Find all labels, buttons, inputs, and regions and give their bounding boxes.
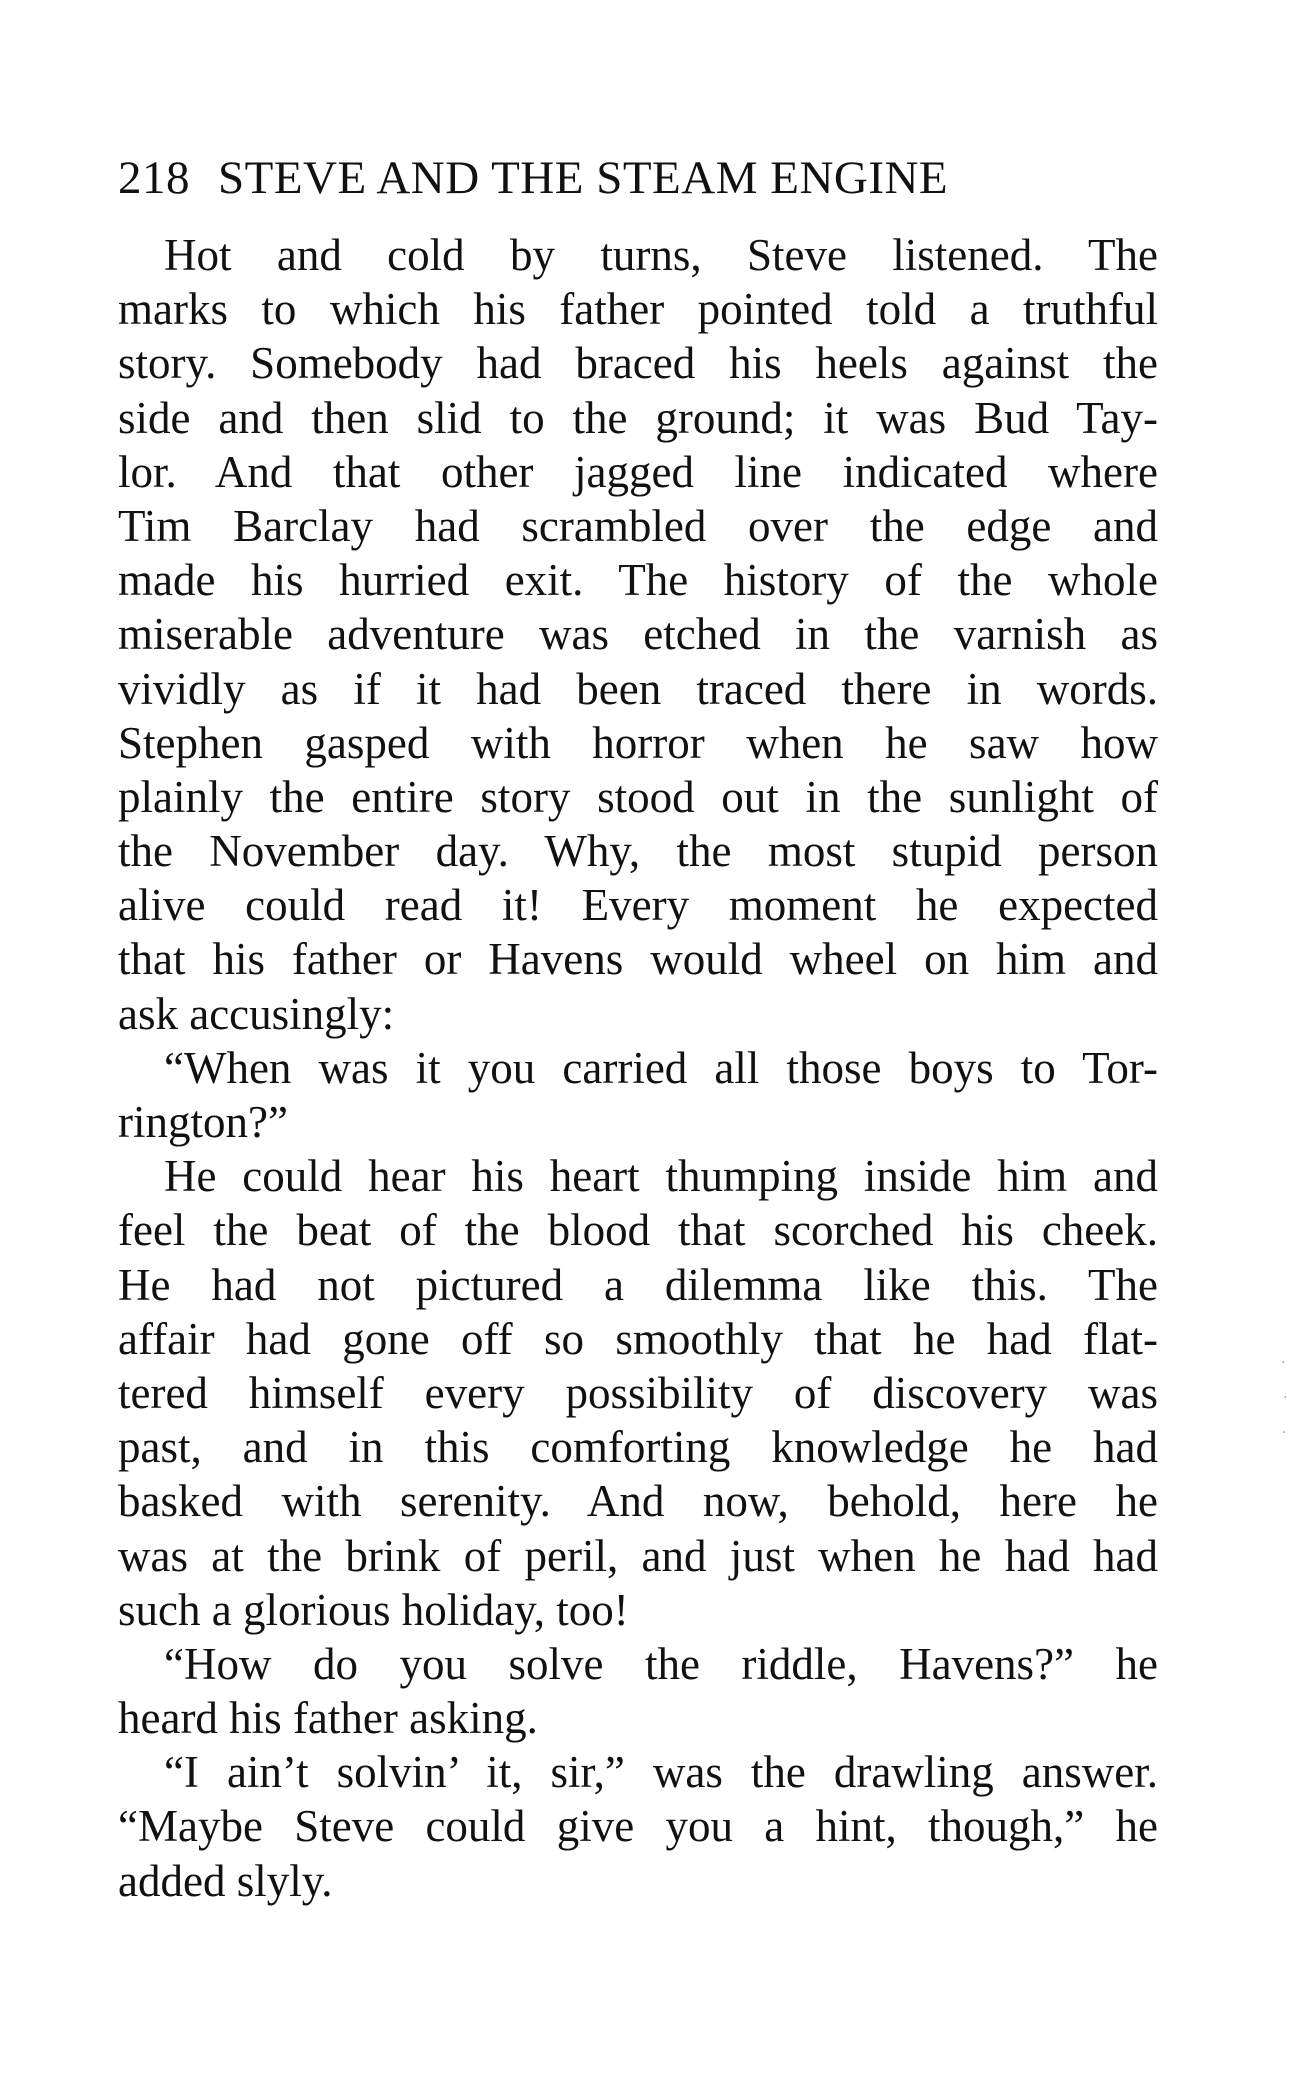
- text-line: marks to which his father pointed told a truthful: [118, 284, 1158, 335]
- text-line: Stephen gasped with horror when he saw how: [118, 717, 1158, 768]
- text-line: He could hear his heart thumping inside him and: [164, 1151, 1158, 1202]
- text-line: added slyly.: [118, 1855, 333, 1906]
- running-head-title: STEVE AND THE STEAM ENGINE: [218, 152, 949, 204]
- text-line: tered himself every possibility of discovery was: [118, 1367, 1158, 1418]
- text-line: the November day. Why, the most stupid person: [118, 826, 1158, 877]
- text-line: feel the beat of the blood that scorched his cheek.: [118, 1205, 1158, 1256]
- margin-speck: ·: [1281, 1355, 1286, 1371]
- text-line: plainly the entire story stood out in the sunlight of: [118, 771, 1158, 822]
- text-line: alive could read it! Every moment he expected: [118, 880, 1158, 931]
- text-line: “How do you solve the riddle, Havens?” he: [164, 1638, 1158, 1689]
- body-text: [118, 228, 1158, 1908]
- text-line: heard his father asking.: [118, 1693, 538, 1744]
- page-number: 218: [118, 152, 190, 204]
- text-line: Hot and cold by turns, Steve listened. The: [164, 230, 1158, 280]
- text-line: lor. And that other jagged line indicated where: [118, 446, 1158, 497]
- text-line: He had not pictured a dilemma like this. The: [118, 1259, 1158, 1310]
- text-line: rington?”: [118, 1097, 288, 1147]
- text-line: Tim Barclay had scrambled over the edge and: [118, 500, 1158, 551]
- text-line: “I ain’t solvin’ it, sir,” was the drawling answer.: [164, 1747, 1158, 1798]
- text-line: made his hurried exit. The history of the whole: [118, 555, 1158, 606]
- text-line: basked with serenity. And now, behold, here he: [118, 1476, 1158, 1527]
- text-line: past, and in this comforting knowledge he had: [118, 1422, 1158, 1473]
- text-line: that his father or Havens would wheel on him and: [118, 934, 1158, 985]
- text-line: story. Somebody had braced his heels against the: [118, 338, 1158, 389]
- text-line: “When was it you carried all those boys to Tor-: [164, 1042, 1158, 1093]
- text-line: was at the brink of peril, and just when he had had: [118, 1530, 1158, 1581]
- text-line: “Maybe Steve could give you a hint, though,” he: [118, 1801, 1158, 1852]
- text-line: side and then slid to the ground; it was Bud Tay-: [118, 392, 1158, 443]
- running-head: [118, 148, 1178, 208]
- text-line: vividly as if it had been traced there in words.: [118, 663, 1158, 714]
- margin-speck: ·: [1283, 1390, 1288, 1406]
- margin-speck: ·: [1282, 1425, 1287, 1441]
- text-line: affair had gone off so smoothly that he had flat-: [118, 1313, 1158, 1364]
- text-line: miserable adventure was etched in the varnish as: [118, 609, 1158, 660]
- text-line: such a glorious holiday, too!: [118, 1584, 629, 1635]
- text-line: ask accusingly:: [118, 988, 395, 1039]
